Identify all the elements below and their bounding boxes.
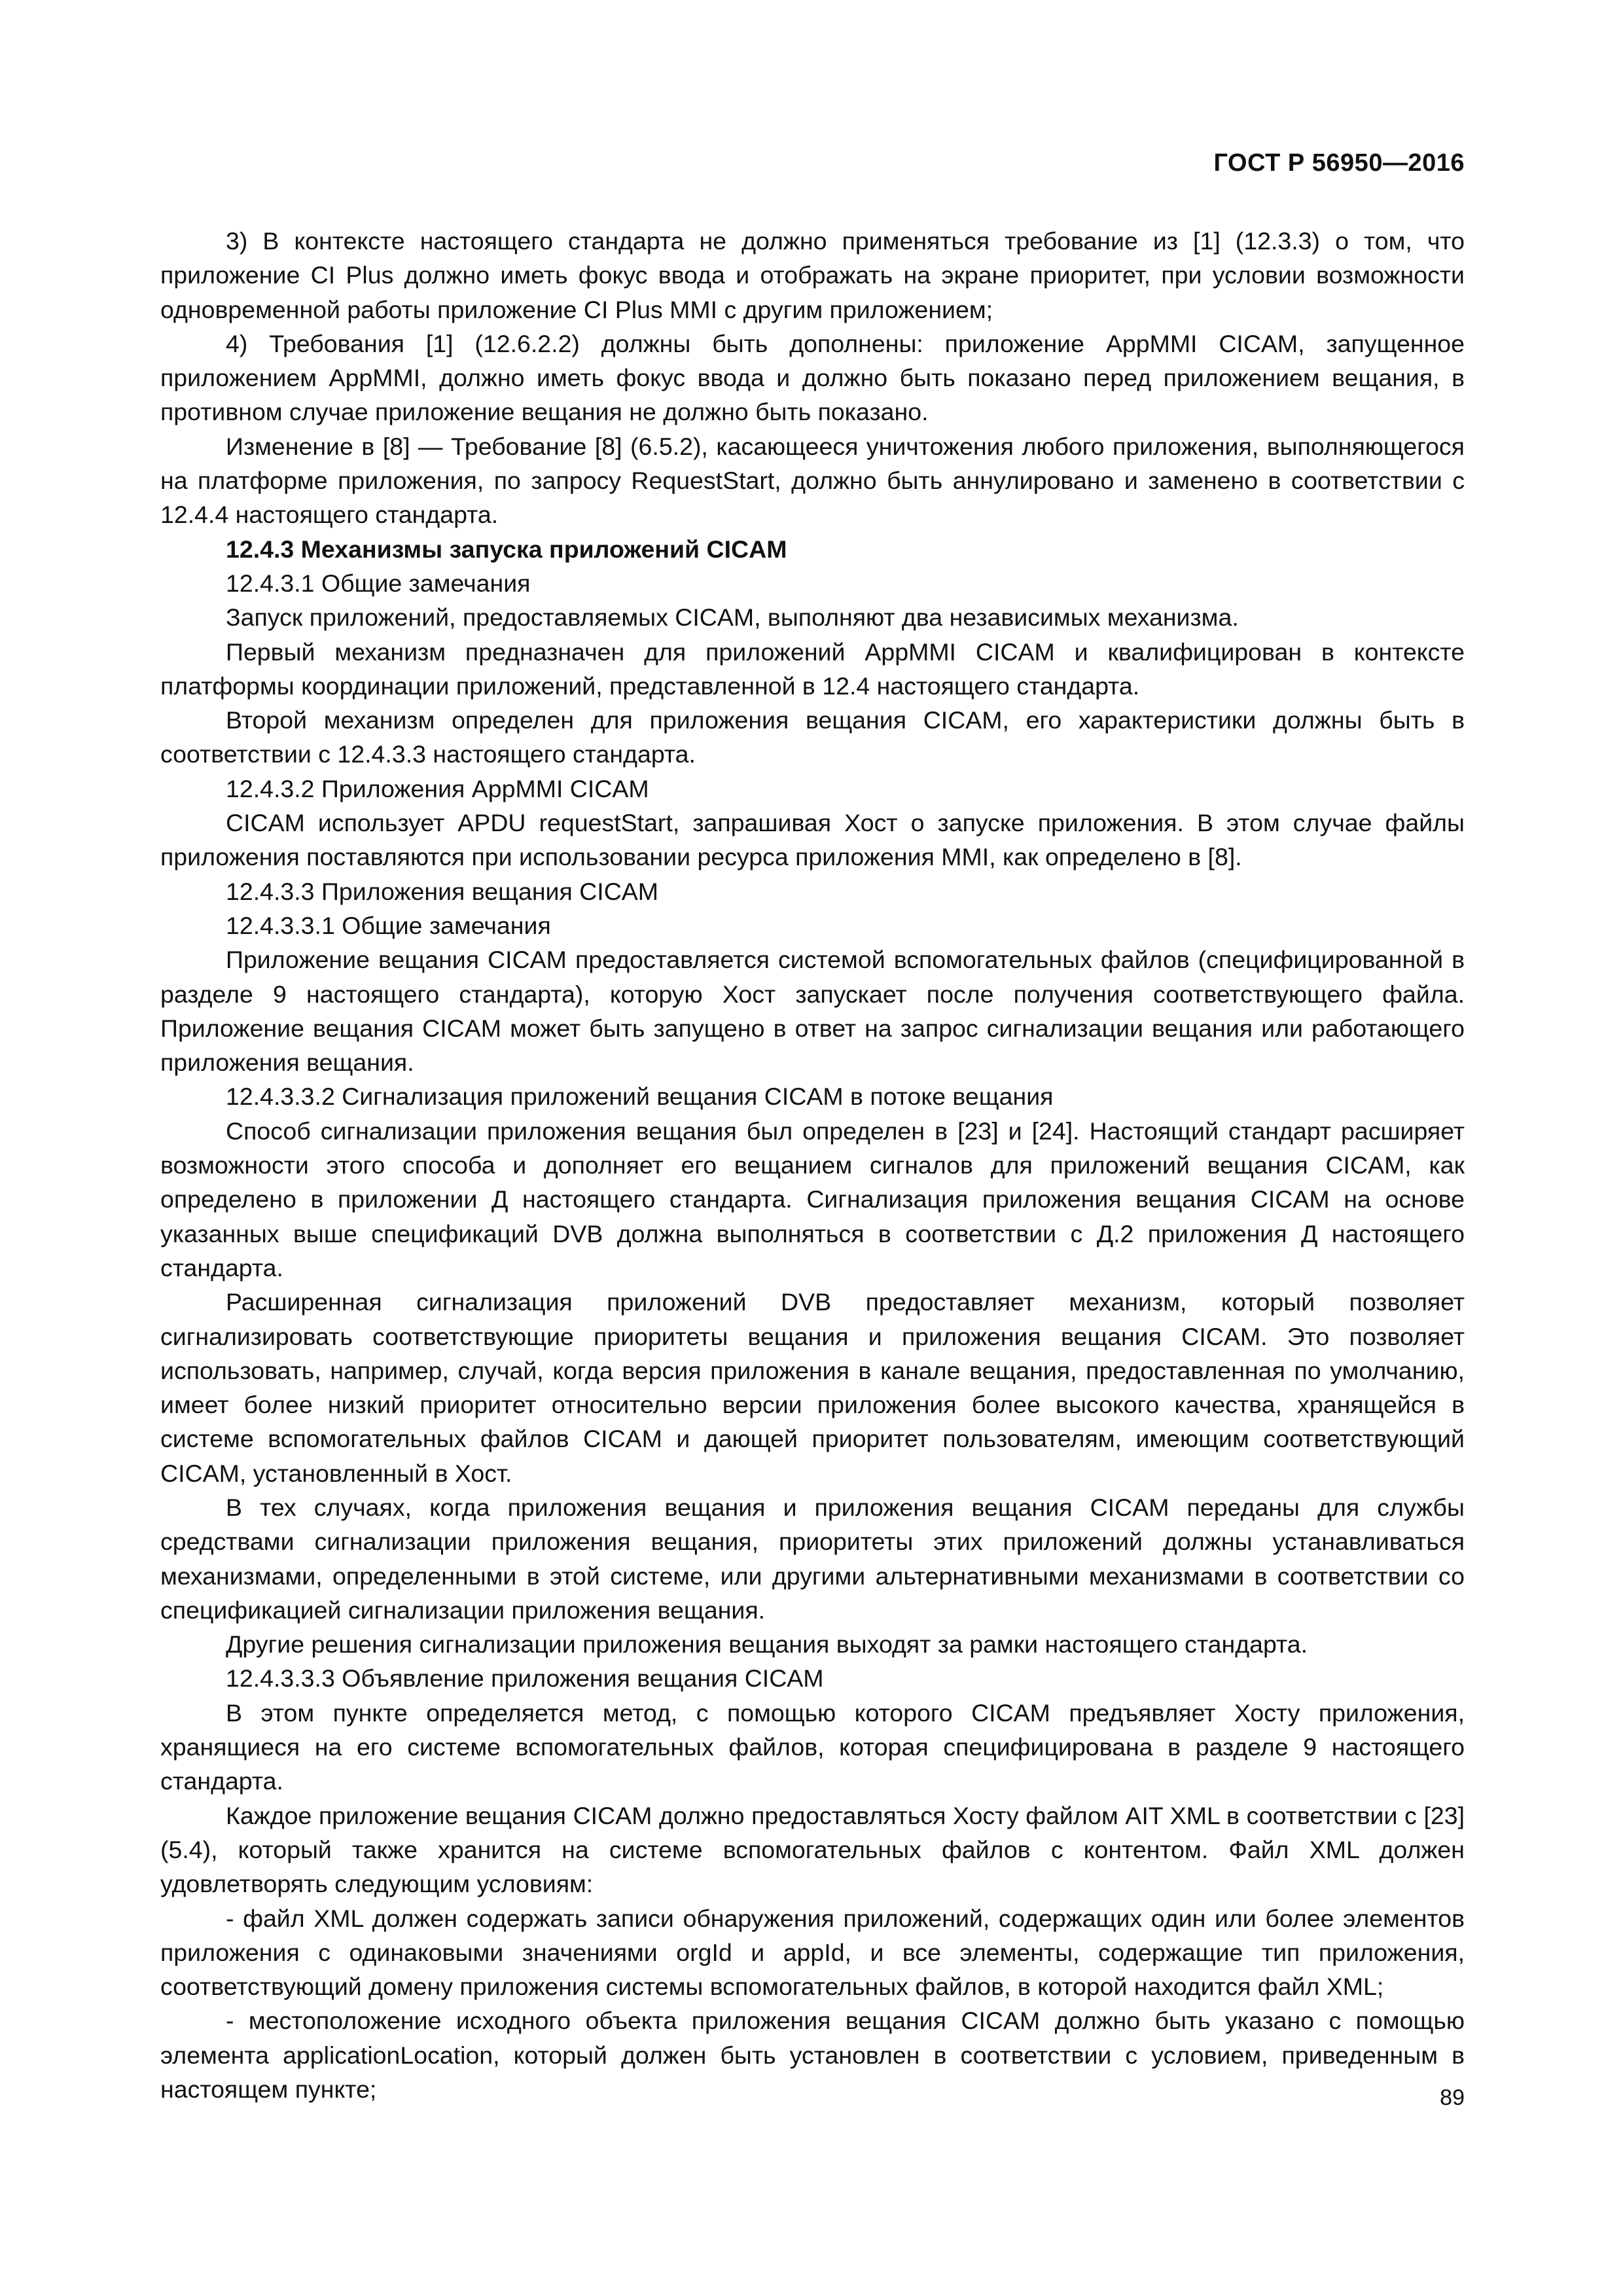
list-item: - местоположение исходного объекта приложения вещания CICAM должно быть указано с помощью элемента applicationLocation, который должен быть установлен в соответствии с условием, приведенным в настоящем пункте; (160, 2007, 1465, 2104)
paragraph: В этом пункте определяется метод, с помощью которого CICAM предъявляет Хосту приложения, хранящиеся на его системе вспомогательных файлов, которая специфицирована в разделе 9 настоящего стандарта. (160, 1698, 1465, 1795)
paragraph: 4) Требования [1] (12.6.2.2) должны быть дополнены: приложение AppMMI CICAM, запущенное приложением AppMMI, должно иметь фокус ввода и должно быть показано перед приложением вещания, в противном случае приложение вещания не должно быть показано. (160, 329, 1465, 426)
document-body (160, 224, 1465, 2106)
paragraph: Второй механизм определен для приложения вещания CICAM, его характеристики должны быть в соответствии с 12.4.3.3 настоящего стандарта. (160, 706, 1465, 768)
subsection-heading: 12.4.3.3.1 Общие замечания (226, 911, 551, 939)
paragraph: Способ сигнализации приложения вещания был определен в [23] и [24]. Настоящий стандарт расширяет возможности этого способа и дополняет его вещанием сигналов для приложений вещания CICAM, как определено в приложении Д настоящего стандарта. Сигнализация приложения вещания CICAM на основе указанных выше спецификаций DVB должна выполняться в соответствии с Д.2 приложения Д настоящего стандарта. (160, 1117, 1465, 1282)
list-item: - файл XML должен содержать записи обнаружения приложений, содержащих один или более элементов приложения с одинаковыми значениями orgId и appId, и все элементы, содержащие тип приложения, соответствующий домену приложения системы вспомогательных файлов, в которой находится файл XML; (160, 1904, 1465, 2001)
paragraph: Изменение в [8] — Требование [8] (6.5.2), касающееся уничтожения любого приложения, выполняющегося на платформе приложения, по запросу RequestStart, должно быть аннулировано и заменено в соответствии с 12.4.4 настоящего стандарта. (160, 432, 1465, 529)
subsection-heading: 12.4.3.2 Приложения AppMMI CICAM (226, 774, 649, 802)
subsection-heading: 12.4.3.1 Общие замечания (226, 569, 531, 597)
subsection-heading: 12.4.3.3 Приложения вещания CICAM (226, 877, 659, 905)
paragraph: Расширенная сигнализация приложений DVB предоставляет механизм, который позволяет сигнализировать соответствующие приоритеты вещания и приложения вещания CICAM. Это позволяет использовать, например, случай, когда версия приложения в канале вещания, предоставленная по умолчанию, имеет более низкий приоритет относительно версии приложения более высокого качества, хранящейся в системе вспомогательных файлов CICAM и дающей приоритет пользователям, имеющим соответствующий CICAM, установленный в Хост. (160, 1288, 1465, 1487)
paragraph: 3) В контексте настоящего стандарта не должно применяться требование из [1] (12.3.3) о том, что приложение CI Plus должно иметь фокус ввода и отображать на экране приоритет, при условии возможности одновременной работы приложение CI Plus MMI с другим приложением; (160, 227, 1465, 323)
subsection-heading: 12.4.3.3.3 Объявление приложения вещания CICAM (226, 1664, 824, 1693)
paragraph: Каждое приложение вещания CICAM должно предоставляться Хосту файлом AIT XML в соответствии с [23] (5.4), который также хранится на системе вспомогательных файлов с контентом. Файл XML должен удовлетворять следующим условиям: (160, 1801, 1465, 1898)
paragraph: Приложение вещания CICAM предоставляется системой вспомогательных файлов (специфицированной в разделе 9 настоящего стандарта), которую Хост запускает после получения соответствующего файла. Приложение вещания CICAM может быть запущено в ответ на запрос сигнализации вещания или работающего приложения вещания. (160, 946, 1465, 1077)
page-header: ГОСТ Р 56950—2016 (1213, 149, 1465, 177)
document-page (160, 0, 1465, 2296)
paragraph: Первый механизм предназначен для приложений AppMMI CICAM и квалифицирован в контексте платформы координации приложений, представленной в 12.4 настоящего стандарта. (160, 637, 1465, 700)
paragraph: Другие решения сигнализации приложения вещания выходят за рамки настоящего стандарта. (226, 1630, 1308, 1659)
paragraph: Запуск приложений, предоставляемых CICAM, выполняют два независимых механизма. (226, 603, 1239, 632)
paragraph: В тех случаях, когда приложения вещания и приложения вещания CICAM переданы для службы средствами сигнализации приложения вещания, приоритеты этих приложений должны устанавливаться механизмами, определенными в этой системе, или другими альтернативными механизмами в соответствии со спецификацией сигнализации приложения вещания. (160, 1493, 1465, 1624)
paragraph: CICAM использует APDU requestStart, запрашивая Хост о запуске приложения. В этом случае файлы приложения поставляются при использовании ресурса приложения MMI, как определено в [8]. (160, 809, 1465, 871)
subsection-heading: 12.4.3.3.2 Сигнализация приложений вещания CICAM в потоке вещания (226, 1083, 1054, 1111)
page-number: 89 (1440, 2085, 1465, 2110)
section-heading: 12.4.3 Механизмы запуска приложений CICAM (226, 535, 787, 563)
